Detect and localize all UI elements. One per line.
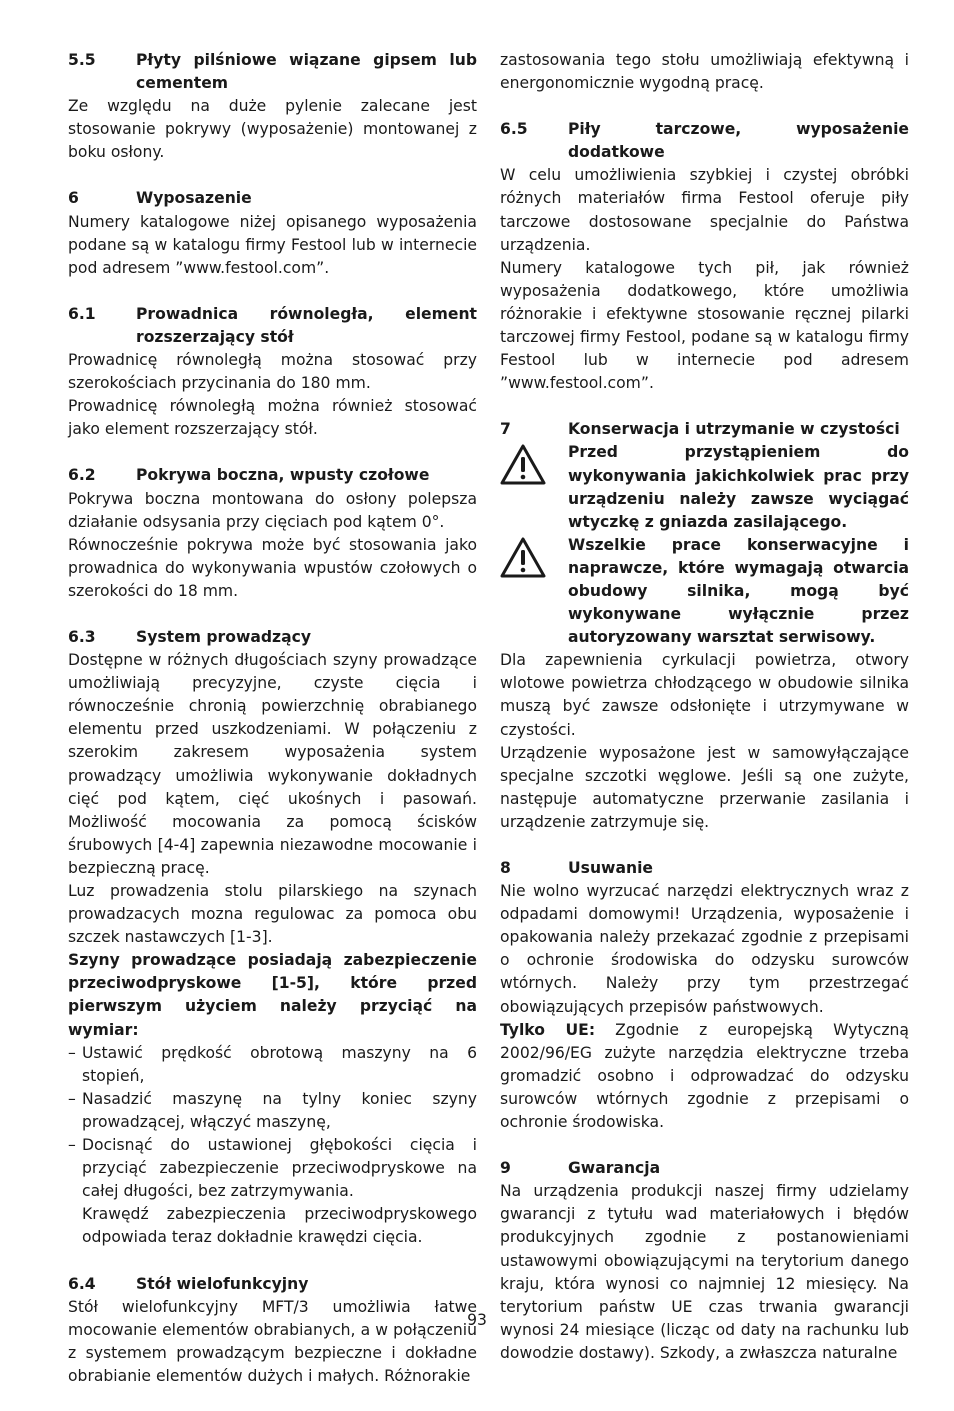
section-title: Prowadnica równoległa, element rozszerzający stół — [136, 304, 477, 346]
warning-text: Przed przystąpieniem do wykonywania jakichkolwiek prac przy urządzeniu należy zawsze wyciągać wtyczkę z gniazda zasilającego. — [568, 443, 909, 531]
section-number: 9 — [500, 1159, 511, 1178]
list-item — [68, 1134, 477, 1203]
indented-note: Krawędź zabezpieczenia przeciwodpryskowego odpowiada teraz dokładnie krawędzi cięcia. — [82, 1205, 477, 1247]
section-number: 6.5 — [500, 120, 528, 139]
continuation — [500, 49, 909, 95]
section-7 — [500, 418, 909, 834]
dash-bullet: – — [68, 1136, 76, 1155]
warning-text: Wszelkie prace konserwacyjne i naprawcze, które wymagają otwarcia obudowy silnika, mogą być wykonywane wyłącznie przez autoryzowany warsztat serwisowy. — [568, 535, 909, 647]
warning-block — [500, 441, 909, 533]
paragraph: Urządzenie wyposażone jest w samowyłączające specjalne szczotki węglowe. Jeśli są one zużyte, następuje automatyczne przerwanie zasilania i urządzenie zatrzymuje się. — [500, 743, 909, 831]
paragraph: Prowadnicę równoległą można stosować przy szerokościach przycinania do 180 mm. — [68, 351, 477, 393]
list-item — [68, 1042, 477, 1088]
section-heading — [68, 303, 477, 349]
section-number: 6.3 — [68, 627, 96, 646]
section-6-2 — [68, 464, 477, 603]
section-heading — [500, 1157, 909, 1180]
page-number: 93 — [467, 1311, 487, 1329]
warning-triangle-icon — [500, 534, 568, 649]
paragraph: Numery katalogowe niżej opisanego wyposażenia podane są w katalogu firmy Festool lub w internecie pod adresem ”www.festool.com”. — [68, 212, 477, 277]
section-number: 6.1 — [68, 304, 96, 323]
section-title: Stół wielofunkcyjny — [136, 1274, 309, 1293]
list-item-text: Docisnąć do ustawionej głębokości cięcia i przyciąć zabezpieczenie przeciwodpryskowe na całej długości, bez zatrzymywania. — [82, 1136, 477, 1201]
section-number: 7 — [500, 420, 511, 439]
section-number: 6 — [68, 189, 79, 208]
section-title: Konserwacja i utrzymanie w czystości — [568, 420, 900, 439]
list-item-text: Nasadzić maszynę na tylny koniec szyny prowadzącej, włączyć maszynę, — [82, 1089, 477, 1131]
right-column — [500, 49, 909, 1388]
section-title: Piły tarczowe, wyposażenie dodatkowe — [568, 120, 909, 162]
bold-instruction: Szyny prowadzące posiadają zabezpieczenie przeciwodpryskowe [1-5], które przed pierwszym użyciem należy przyciąć na wymiar: — [68, 951, 477, 1039]
section-title: Wyposazenie — [136, 189, 252, 208]
section-title: Usuwanie — [568, 859, 653, 877]
paragraph: Prowadnicę równoległą można również stosować jako element rozszerzający stół. — [68, 397, 477, 439]
paragraph — [500, 1019, 909, 1134]
section-6-5 — [500, 118, 909, 395]
dash-bullet: – — [68, 1089, 76, 1108]
eu-text: Zgodnie z europejską Wytyczną 2002/96/EG zużyte narzędzia elektryczne trzeba gromadzić osobno i odprowadzać do odzysku surowców wtórnych zgodnie z przepisami o ochronie środowiska. — [500, 1020, 909, 1132]
paragraph: Ze względu na duże pylenie zalecane jest stosowanie pokrywy (wyposażenie) montowanej z boku osłony. — [68, 97, 477, 162]
paragraph: Luz prowadzenia stolu pilarskiego na szynach prowadzacych mozna regulowac za pomoca obu szczek nastawczych [1-3]. — [68, 882, 477, 947]
paragraph: Nie wolno wyrzucać narzędzi elektrycznych wraz z odpadami domowymi! Urządzenia, wyposażenie i opakowania należy przekazać zgodnie z przepisami o ochronie środowiska do odzysku surowców wtórnych. Należy przy tym przestrzegać obowiązujących przepisów państwowych. — [500, 882, 909, 1016]
dash-bullet: – — [68, 1043, 76, 1062]
section-heading — [68, 626, 477, 649]
paragraph: Dla zapewnienia cyrkulacji powietrza, otwory wlotowe powietrza chłodzącego w obudowie silnika muszą być zawsze odsłonięte i utrzymywane w czystości. — [500, 651, 909, 739]
section-number: 5.5 — [68, 51, 96, 69]
section-number: 6.2 — [68, 466, 96, 485]
section-number: 6.4 — [68, 1274, 96, 1293]
section-6-1 — [68, 303, 477, 442]
paragraph: zastosowania tego stołu umożliwiają efektywną i energonomicznie wygodną pracę. — [500, 51, 909, 93]
section-heading — [68, 49, 477, 95]
paragraph: W celu umożliwienia szybkiej i czystej obróbki różnych materiałów firma Festool oferuje piły tarczowe dostosowane specjalnie do Państwa urządzenia. — [500, 166, 909, 254]
section-heading — [500, 857, 909, 880]
section-9 — [500, 1157, 909, 1365]
warning-block — [500, 534, 909, 649]
section-6-3 — [68, 626, 477, 1250]
paragraph: Numery katalogowe tych pił, jak również wyposażenia dodatkowego, które umożliwia różnorakie i efektywne stosowanie ręcznej pilarki tarczowej firmy Festool, podane są w katalogu firmy Festool lub w internecie pod adresem ”www.festool.com”. — [500, 258, 909, 393]
list-item-text: Ustawić prędkość obrotową maszyny na 6 stopień, — [82, 1043, 477, 1085]
paragraph: Na urządzenia produkcji naszej firmy udzielamy gwarancji z tytułu wad materiałowych i błędów produkcyjnych zgodnie z postanowieniami ustawowymi obowiązującymi na terytorium danego kraju, która wynosi co najmniej 12 miesięcy. Na terytorium państw UE czas trwania gwarancji wynosi 24 miesiące (licząc od daty na rachunku lub dowodzie dostawy). Szkody, a zwłaszcza naturalne — [500, 1182, 909, 1362]
section-heading — [500, 418, 909, 441]
section-heading — [68, 464, 477, 487]
left-column — [68, 49, 477, 1411]
section-title: Płyty pilśniowe wiązane gipsem lub cementem — [136, 51, 477, 93]
section-heading — [68, 1273, 477, 1296]
list-item — [68, 1088, 477, 1134]
section-5-5 — [68, 49, 477, 164]
section-6 — [68, 187, 477, 279]
warning-triangle-icon — [500, 441, 568, 533]
section-8 — [500, 857, 909, 1134]
section-heading — [68, 187, 477, 210]
section-title: Pokrywa boczna, wpusty czołowe — [136, 466, 430, 485]
section-number: 8 — [500, 859, 511, 877]
eu-label: Tylko UE: — [500, 1020, 596, 1039]
paragraph: Stół wielofunkcyjny MFT/3 umożliwia łatwe mocowanie elementów obrabianych, a w połączeniu z systemem prowadzącym bezpieczne i dokładne obrabianie elementów dużych i małych. Różnorakie — [68, 1297, 477, 1385]
section-title: System prowadzący — [136, 627, 312, 646]
section-title: Gwarancja — [568, 1159, 661, 1178]
paragraph: Dostępne w różnych długościach szyny prowadzące umożliwiają precyzyjne, czyste cięcia i równocześnie chronią powierzchnię obrabianego elementu przed uszkodzeniami. W połączeniu z szerokim zakresem wyposażenia system prowadzący umożliwia wykonywanie dokładnych cięć pod kątem, cięć ukośnych i pasowań. Możliwość mocowania za pomocą ścisków śrubowych [4-4] zapewnia niezawodne mocowanie i bezpieczną pracę. — [68, 651, 477, 877]
paragraph: Równocześnie pokrywa może być stosowania jako prowadnica do wykonywania wpustów czołowych o szerokości do 18 mm. — [68, 535, 477, 600]
paragraph: Pokrywa boczna montowana do osłony polepsza działanie odsysania przy cięciach pod kątem 0°. — [68, 489, 477, 531]
section-heading — [500, 118, 909, 164]
